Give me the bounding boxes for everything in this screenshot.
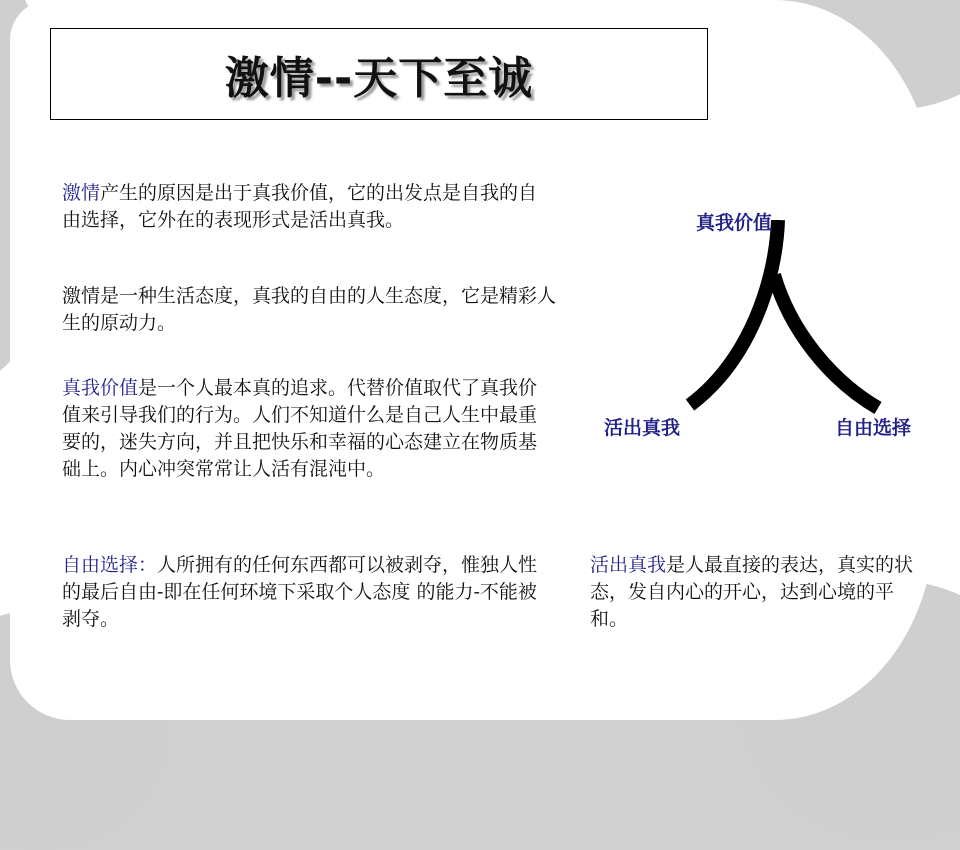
ren-left-stroke bbox=[690, 220, 778, 405]
highlight-term: 激情 bbox=[62, 182, 101, 204]
paragraph-text: 激情是一种生活态度，真我的自由的人生态度，它是精彩人生的原动力。 bbox=[62, 285, 557, 334]
paragraph-text: 是人最直接的表达，真实的状态，发自内心的开心，达到心境的平和。 bbox=[590, 554, 914, 630]
page-title: 激情--天下至诚 bbox=[224, 53, 534, 104]
paragraph-text: 人所拥有的任何东西都可以被剥夺，惟独人性的最后自由-即在任何环境下采取个人态度 的能力-不能被剥夺。 bbox=[62, 554, 538, 630]
ren-right-stroke bbox=[774, 275, 878, 408]
paragraph-free-choice bbox=[62, 552, 542, 633]
diagram-label-free-choice: 自由选择 bbox=[835, 417, 912, 439]
highlight-term: 真我价值 bbox=[62, 377, 139, 399]
paragraph-passion-origin bbox=[62, 180, 542, 234]
title-box bbox=[50, 28, 708, 120]
ren-character-diagram bbox=[660, 220, 900, 420]
diagram-label-true-self-value: 真我价值 bbox=[696, 212, 773, 234]
paragraph-text: 产生的原因是出于真我价值，它的出发点是自我的自由选择，它外在的表现形式是活出真我。 bbox=[62, 182, 538, 231]
paragraph-passion-attitude bbox=[62, 283, 562, 337]
highlight-term: 活出真我 bbox=[590, 554, 667, 576]
paragraph-true-self-value bbox=[62, 375, 542, 483]
paragraph-live-true-self bbox=[590, 552, 920, 633]
highlight-term: 自由选择： bbox=[62, 554, 158, 576]
paragraph-text: 是一个人最本真的追求。代替价值取代了真我价值来引导我们的行为。人们不知道什么是自己人生中最重要的，迷失方向，并且把快乐和幸福的心态建立在物质基础上。内心冲突常常让人活有混沌中。 bbox=[62, 377, 538, 480]
diagram-label-live-true-self: 活出真我 bbox=[604, 417, 681, 439]
